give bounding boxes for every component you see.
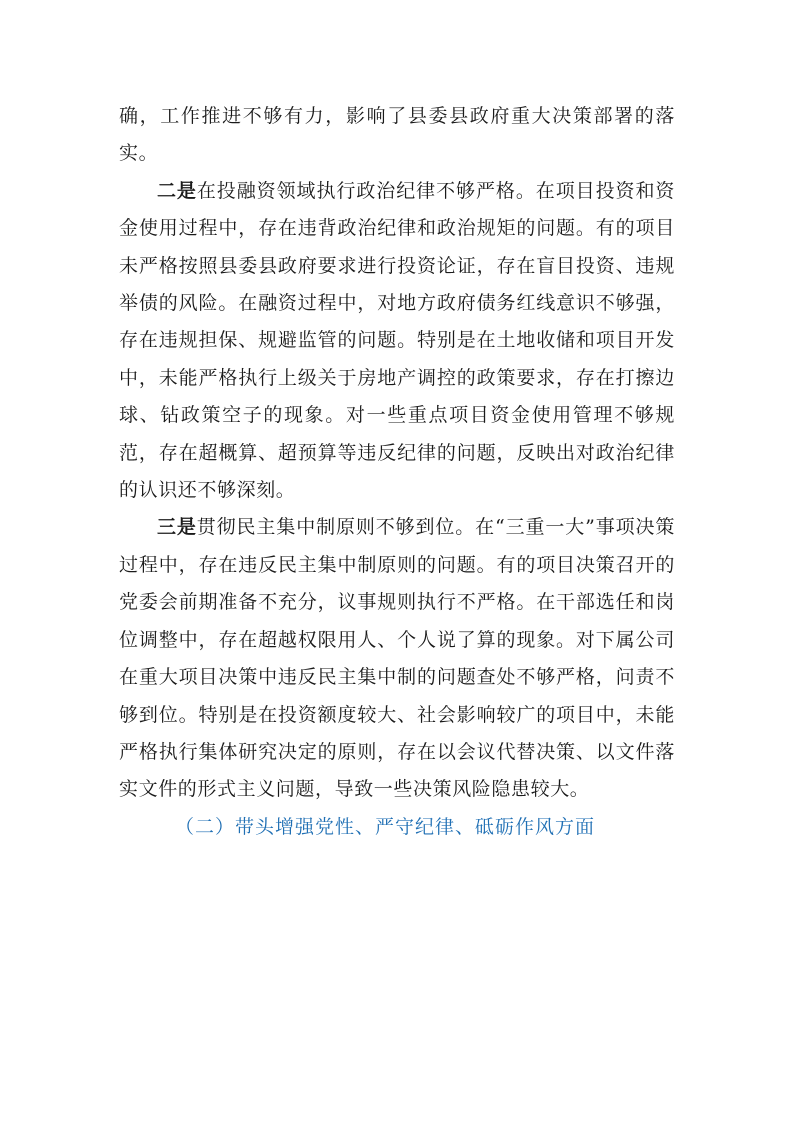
paragraph-text: 在投融资领域执行政治纪律不够严格。在项目投资和资金使用过程中，存在违背政治纪律和政治规矩的问题。有的项目未严格按照县委县政府要求进行投资论证，存在盲目投资、违规举债的风险。在融资过程中，对地方政府债务红线意识不够强，存在违规担保、规避监管的问题。特别是在土地收储和项目开发中，未能严格执行上级关于房地产调控的政策要求，存在打擦边球、钻政策空子的现象。对一些重点项目资金使用管理不够规范，存在超概算、超预算等违反纪律的问题，反映出对政治纪律的认识还不够深刻。: [119, 179, 675, 502]
paragraph-lead: 三是: [157, 516, 197, 539]
paragraph-item-two: [119, 173, 675, 510]
paragraph-text: 贯彻民主集中制原则不够到位。在“三重一大”事项决策过程中，存在违反民主集中制原则的问题。有的项目决策召开的党委会前期准备不充分，议事规则执行不严格。在干部选任和岗位调整中，存在超越权限用人、个人说了算的现象。对下属公司在重大项目决策中违反民主集中制的问题查处不够严格，问责不够到位。特别是在投资额度较大、社会影响较广的项目中，未能严格执行集体研究决定的原则，存在以会议代替决策、以文件落实文件的形式主义问题，导致一些决策风险隐患较大。: [119, 516, 676, 801]
paragraph-item-three: [119, 509, 675, 808]
paragraph-continuation: [119, 98, 675, 173]
section-heading: （二）带头增强党性、严守纪律、砥砺作风方面: [175, 815, 596, 838]
document-body: [119, 98, 675, 846]
paragraph-text: 确，工作推进不够有力，影响了县委县政府重大决策部署的落实。: [119, 105, 675, 165]
paragraph-lead: 二是: [157, 179, 197, 202]
